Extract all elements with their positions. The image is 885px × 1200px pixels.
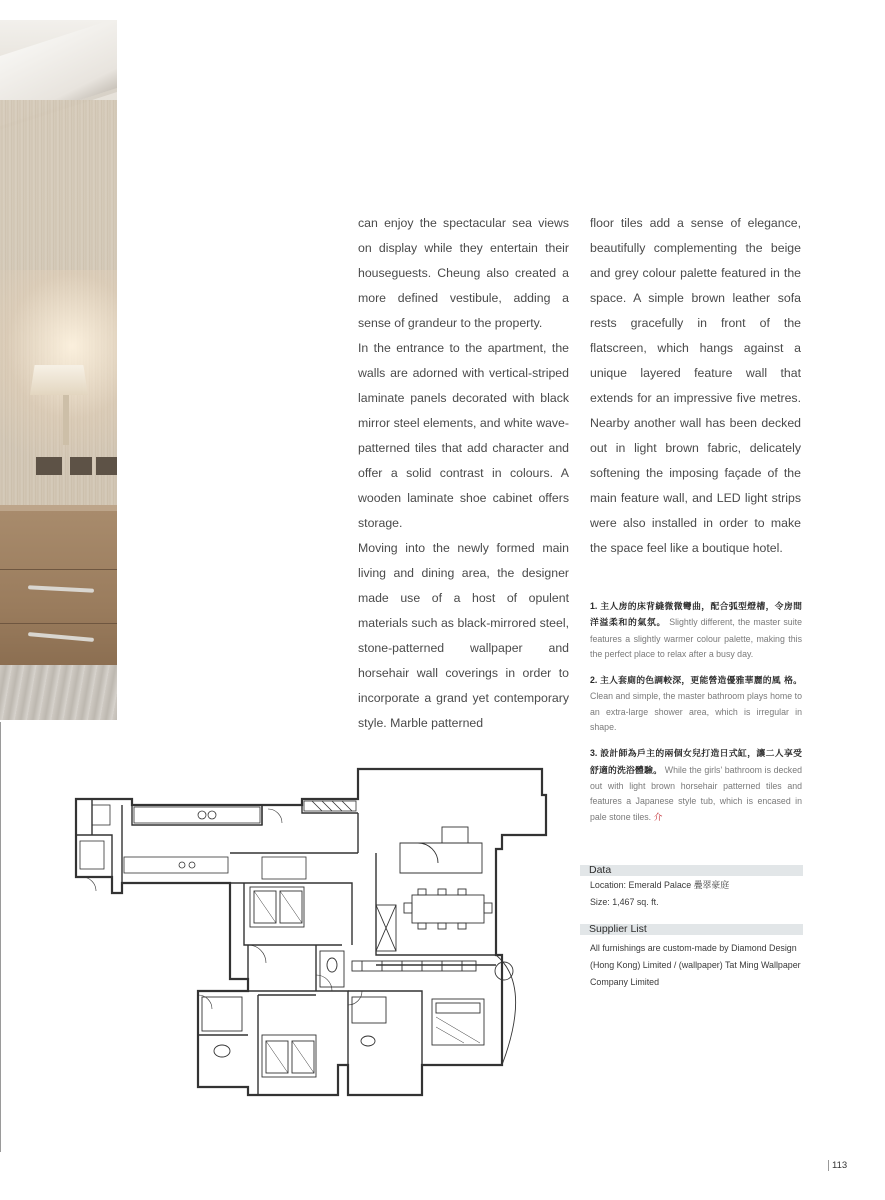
body-column-1 xyxy=(358,211,569,736)
data-body xyxy=(590,877,802,911)
wall-lamp xyxy=(30,365,88,395)
caption-1: 1. 主人房的床背縫微微彎曲，配合弧型燈槽，令房間洋溢柔和的氣氛。 Slightly different, the master suite features a slightly warmer colour palette, making this the perfect place to relax after a busy day. xyxy=(590,601,802,659)
data-size: Size: 1,467 sq. ft. xyxy=(590,897,659,907)
paragraph: floor tiles add a sense of elegance, beautifully complementing the beige and grey colour palette featured in the space. A simple brown leather sofa rests gracefully in front of the flatscreen, which hangs against a unique layered feature wall that extends for an impressive five metres. Nearby another wall has been decked out in light brown fabric, delicately softening the imposing façade of the main feature wall, and LED light strips were also installed in order to make the space feel like a boutique hotel. xyxy=(590,216,801,555)
data-location: Location: Emerald Palace 疊翠豪庭 xyxy=(590,880,730,890)
divider-line xyxy=(0,722,1,1152)
page-number: 113 xyxy=(828,1160,847,1171)
paragraph: In the entrance to the apartment, the walls are adorned with vertical-striped laminate panels decorated with black mirror steel elements, and white wave-patterned tiles that add character and offer a solid contrast in colours. A wooden laminate shoe cabinet offers storage. xyxy=(358,341,569,530)
supplier-heading: Supplier List xyxy=(580,924,803,935)
caption-2: 2. 主人套廁的色調較深，更能營造優雅華麗的風 格。 Clean and simple, the master bathroom plays home to an extra-large shower area, which is irregular in shape. xyxy=(590,675,802,733)
data-heading: Data xyxy=(580,865,803,876)
end-mark-icon: 介 xyxy=(653,812,663,823)
interior-photo xyxy=(0,20,117,720)
supplier-text: All furnishings are custom-made by Diamond Design (Hong Kong) Limited / (wallpaper) Tat Ming Wallpaper Company Limited xyxy=(590,943,801,987)
body-column-2 xyxy=(590,211,801,561)
floor-plan-drawing xyxy=(72,765,548,1101)
caption-3: 3. 設計師為戶主的兩個女兒打造日式缸，讓二人享受舒適的洗浴體驗。 While the girls' bathroom is decked out with light brown horsehair patterned tiles and features a Japanese style tub, which is encased in pale stone tiles. 介 xyxy=(590,748,802,823)
paragraph: can enjoy the spectacular sea views on display while they entertain their houseguests. Cheung also created a more defined vestibule, adding a sense of grandeur to the property. xyxy=(358,216,569,330)
paragraph: Moving into the newly formed main living and dining area, the designer made use of a host of opulent materials such as black-mirrored steel, stone-patterned wallpaper and horsehair wall coverings in order to incorporate a grand yet contemporary style. Marble patterned xyxy=(358,541,569,730)
photo-captions xyxy=(590,599,802,837)
cabinet xyxy=(0,505,117,671)
